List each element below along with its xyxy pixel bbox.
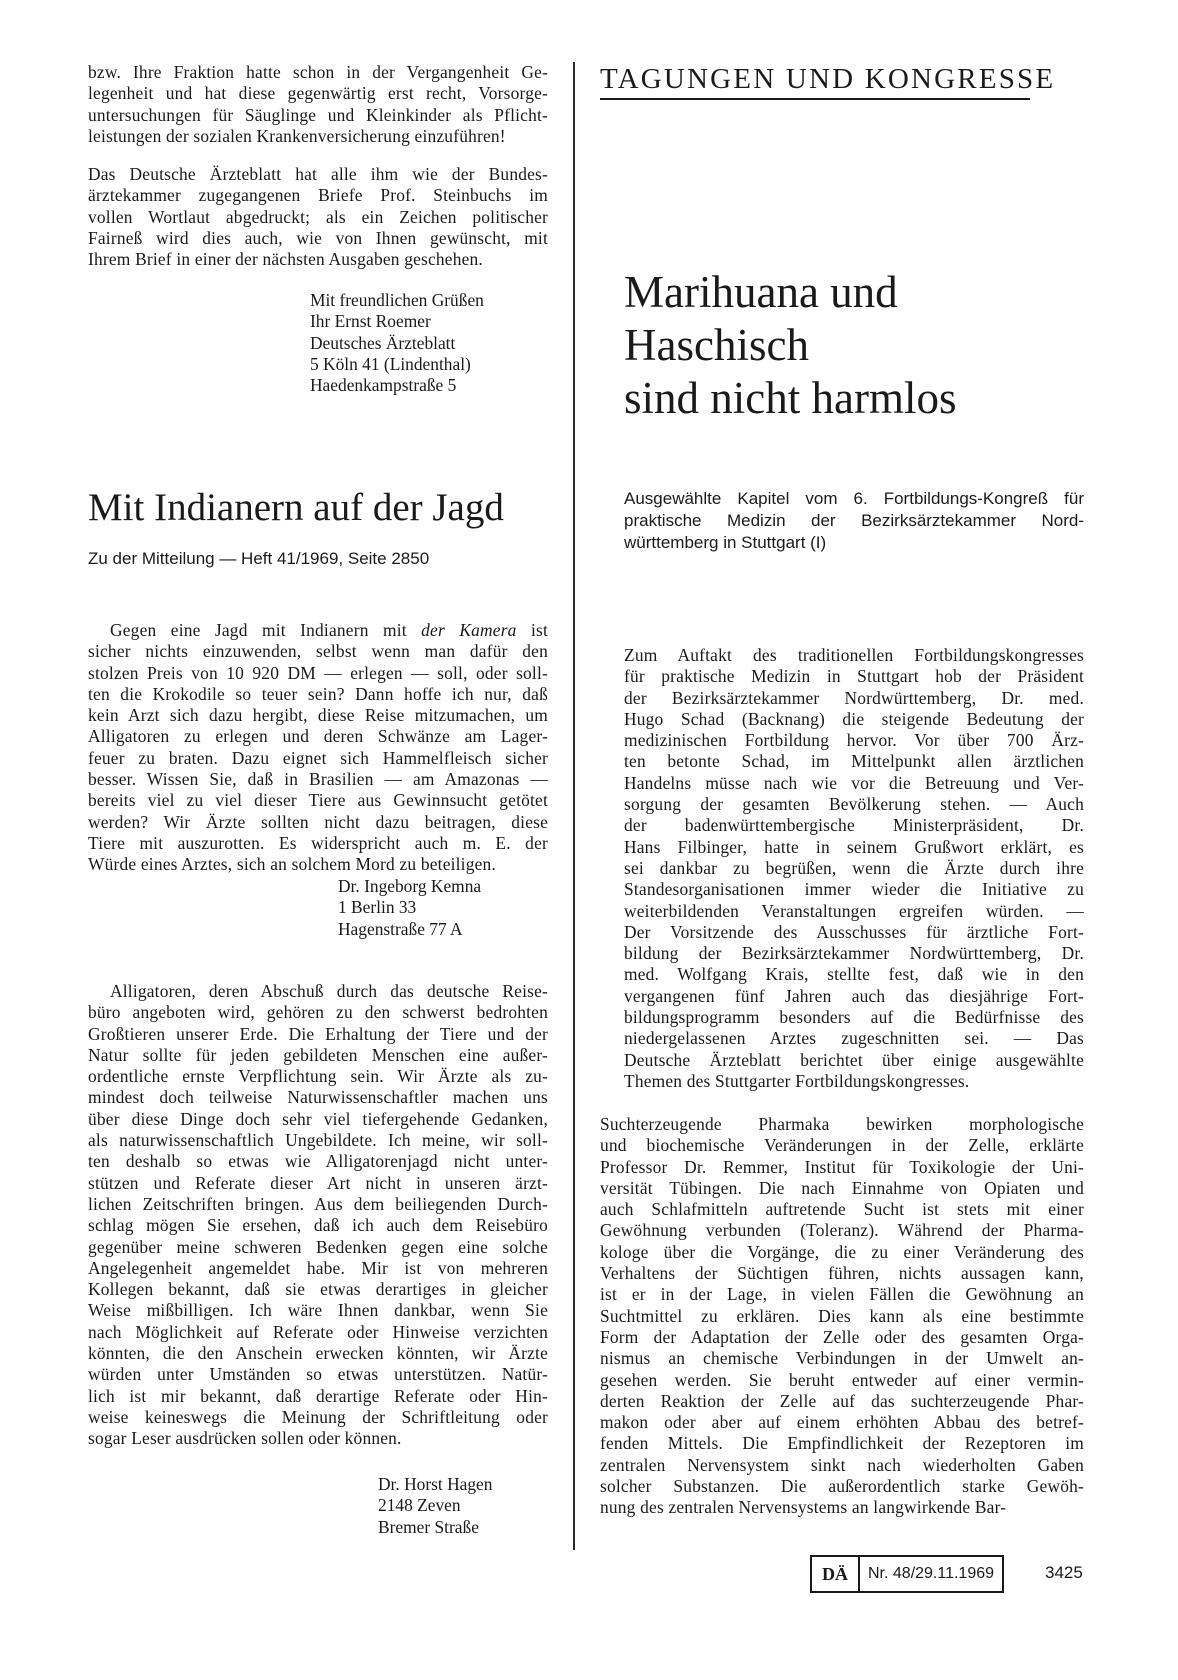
signature-roemer bbox=[310, 290, 484, 396]
text-line: Marihuana und bbox=[624, 267, 898, 317]
text-line: könnten, die den Anschein erwecken könnten, wir Ärzte bbox=[88, 1343, 548, 1364]
text-line: Handelns müsse nach wie vor die Betreuung und Ver- bbox=[624, 772, 1084, 793]
text-line: solcher Substanzen. Die außerordentlich starke Gewöh- bbox=[600, 1476, 1084, 1497]
text-line: für praktische Medizin in Stuttgart hob der Präsident bbox=[624, 666, 1084, 687]
text-line: feuer zu braten. Dazu eignet sich Hammelfleisch sicher bbox=[88, 747, 548, 768]
text-line: 5 Köln 41 (Lindenthal) bbox=[310, 353, 471, 374]
text-line: bereits viel zu viel dieser Tiere aus Gewinnsucht getötet bbox=[88, 790, 548, 811]
text-line: gegenüber meine schweren Bedenken gegen eine solche bbox=[88, 1236, 548, 1257]
text-line: Ausgewählte Kapitel vom 6. Fortbildungs-Kongreß für bbox=[624, 489, 1084, 508]
text-line: der badenwürttembergische Ministerpräsident, Dr. bbox=[624, 815, 1084, 836]
text-line: stützen und Referate dieser Art nicht in unseren ärzt- bbox=[88, 1172, 548, 1193]
text-line: medizinischen Fortbildung hervor. Vor über 700 Ärz- bbox=[624, 730, 1084, 751]
text-line: leistungen der sozialen Krankenversicherung einzuführen! bbox=[88, 125, 506, 146]
letter-kemna bbox=[88, 620, 548, 876]
text-line: ordentliche ernste Verpflichtung sein. Wir Ärzte als zu- bbox=[88, 1066, 548, 1087]
text-line: derten Reaktion der Zelle auf das suchterzeugende Phar- bbox=[600, 1390, 1084, 1411]
article-subtitle: Zu der Mitteilung — Heft 41/1969, Seite 2850 bbox=[88, 549, 430, 568]
text-line: ärztekammer zugegangenen Briefe Prof. Steinbuchs im bbox=[88, 185, 548, 206]
article-body bbox=[600, 1114, 1084, 1519]
text-line: Weise mißbilligen. Ich wäre Ihnen dankbar, wenn Sie bbox=[88, 1300, 548, 1321]
text-line: Tiere mit auszurotten. Es widerspricht auch m. E. der bbox=[88, 832, 548, 853]
journal-abbreviation: DÄ bbox=[812, 1557, 860, 1591]
text-line: und biochemische Veränderungen in der Zelle, erklärte bbox=[600, 1135, 1084, 1156]
text-line: Alligatoren zu erlegen und deren Schwänze am Lager- bbox=[88, 726, 548, 747]
text-line: sind nicht harmlos bbox=[624, 373, 957, 423]
text-line: vergangenen fünf Jahren auch das diesjährige Fort- bbox=[624, 985, 1084, 1006]
text-line: büro angeboten wird, gehören zu den schwerst bedrohten bbox=[88, 1002, 548, 1023]
text-line: sogar Leser ausdrücken sollen oder können. bbox=[88, 1428, 402, 1449]
text-line: Hagenstraße 77 A bbox=[338, 918, 463, 939]
main-headline bbox=[624, 266, 1044, 425]
text-line: Würde eines Arztes, sich an solchem Mord zu beteiligen. bbox=[88, 854, 496, 875]
text-line: württemberg in Stuttgart (I) bbox=[624, 533, 827, 552]
text-line: auch Schlafmitteln auftretende Sucht ist stets mit einer bbox=[600, 1199, 1084, 1220]
text-line: Hugo Schad (Backnang) die steigende Bedeutung der bbox=[624, 708, 1084, 729]
text-line: ten betonte Schad, im Mittelpunkt allen ärztlichen bbox=[624, 751, 1084, 772]
text-line: ten deshalb so etwas wie Alligatorenjagd nicht unter- bbox=[88, 1151, 548, 1172]
text-line: Ihrem Brief in einer der nächsten Ausgaben geschehen. bbox=[88, 249, 483, 270]
text-line: weise keineswegs die Meinung der Schriftleitung oder bbox=[88, 1406, 548, 1427]
text-line: Großtieren unserer Erde. Die Erhaltung der Tiere und der bbox=[88, 1023, 548, 1044]
text-line: würden unter Umständen so etwas unterstützen. Natür- bbox=[88, 1364, 548, 1385]
letter-hagen bbox=[88, 981, 548, 1450]
text-line: stolzen Preis von 10 920 DM — erlegen — soll, oder soll- bbox=[88, 662, 548, 683]
text-line: Ihr Ernst Roemer bbox=[310, 311, 431, 332]
text-line: Natur sollte für jeden gebildeten Menschen eine außer- bbox=[88, 1044, 548, 1065]
text-line: fenden Mittels. Die Empfindlichkeit der Rezeptoren im bbox=[600, 1433, 1084, 1454]
article-title: Mit Indianern auf der Jagd bbox=[88, 486, 504, 529]
text-line: kein Arzt sich dazu hergibt, diese Reise mitzumachen, um bbox=[88, 705, 548, 726]
page-number: 3425 bbox=[1045, 1563, 1083, 1582]
text-line: ten die Krokodile so teuer sein? Dann hoffe ich nur, daß bbox=[88, 683, 548, 704]
text-line: gesehen werden. Sie beruht entweder auf einer vermin- bbox=[600, 1369, 1084, 1390]
text-line: Dr. Ingeborg Kemna bbox=[338, 876, 482, 896]
text-line: als naturwissenschaftlich Ungebildete. Ich meine, wir soll- bbox=[88, 1130, 548, 1151]
text-line: Standesorganisationen immer wieder die Initiative zu bbox=[624, 879, 1084, 900]
text-line: kologe über die Vorgänge, die zu einer Veränderung des bbox=[600, 1241, 1084, 1262]
text-line: Kollegen bekannt, daß sie etwas derartiges in gleicher bbox=[88, 1279, 548, 1300]
congress-intro bbox=[624, 645, 1084, 1092]
text-line: Form der Adaptation der Zelle oder des gesamten Orga- bbox=[600, 1326, 1084, 1347]
text-line: nach Möglichkeit auf Referate oder Hinweise verzichten bbox=[88, 1321, 548, 1342]
editor-reply-paragraph bbox=[88, 164, 548, 270]
section-heading: TAGUNGEN UND KONGRESSE bbox=[600, 62, 1030, 100]
text-line: praktische Medizin der Bezirksärztekammer Nord- bbox=[624, 511, 1084, 530]
text-line: Alligatoren, deren Abschuß durch das deutsche Reise- bbox=[110, 981, 548, 1001]
text-line: med. Wolfgang Krais, stellte fest, daß wie in den bbox=[624, 964, 1084, 985]
text-line: sei dankbar zu begrüßen, wenn die Ärzte durch ihre bbox=[624, 857, 1084, 878]
text-line: mindest doch teilweise Naturwissenschaftler machen uns bbox=[88, 1087, 548, 1108]
issue-box bbox=[810, 1555, 1004, 1593]
text-line: werden? Wir Ärzte sollten nicht dazu beitragen, diese bbox=[88, 811, 548, 832]
text-line: bildung der Bezirksärztekammer Nordwürttemberg, Dr. bbox=[624, 943, 1084, 964]
text-line: Haschisch bbox=[624, 320, 809, 370]
text-line: untersuchungen für Säuglinge und Kleinkinder als Pflicht- bbox=[88, 104, 548, 125]
text-line: Deutsches Ärzteblatt bbox=[310, 332, 456, 353]
signature-kemna bbox=[338, 876, 481, 940]
text-line: legenheit und hat diese gegenwärtig erst recht, Vorsorge- bbox=[88, 83, 548, 104]
text-line: niedergelassenen Arztes zugeschnitten sei. — Das bbox=[624, 1028, 1084, 1049]
text-line: nung des zentralen Nervensystems an langwirkende Bar- bbox=[600, 1497, 1007, 1518]
issue-number: Nr. 48/29.11.1969 bbox=[868, 1565, 995, 1582]
text-line: zentralen Nervensystem sinkt nach wiederholten Gaben bbox=[600, 1454, 1084, 1475]
article-lead bbox=[624, 488, 1084, 554]
text-line: Deutsche Ärzteblatt berichtet über einige ausgewählte bbox=[624, 1049, 1084, 1070]
signature-hagen bbox=[378, 1474, 492, 1538]
text-line: weiterbildenden Veranstaltungen ergreifen würden. — bbox=[624, 900, 1084, 921]
text-line: lich ist mir bekannt, daß derartige Referate oder Hin- bbox=[88, 1385, 548, 1406]
text-line: sorgung der gesamten Bevölkerung stehen. — Auch bbox=[624, 794, 1084, 815]
text-line: Fairneß wird dies auch, wie von Ihnen gewünscht, mit bbox=[88, 227, 548, 248]
text-line: Das Deutsche Ärzteblatt hat alle ihm wie der Bundes- bbox=[88, 164, 548, 184]
letter-kemna-first-line: Gegen eine Jagd mit Indianern mit der Kamera ist bbox=[110, 620, 548, 640]
text-line: Gewöhnung verbunden (Toleranz). Während der Pharma- bbox=[600, 1220, 1084, 1241]
text-line: bzw. Ihre Fraktion hatte schon in der Vergangenheit Ge- bbox=[88, 62, 548, 82]
text-line: vollen Wortlaut abgedruckt; als ein Zeichen politischer bbox=[88, 206, 548, 227]
text-line: nismus an chemische Verbindungen in der Umwelt an- bbox=[600, 1348, 1084, 1369]
text-line: Haedenkampstraße 5 bbox=[310, 375, 457, 396]
text-line: 2148 Zeven bbox=[378, 1495, 461, 1516]
text-line: über diese Dinge doch sehr viel tiefergehende Gedanken, bbox=[88, 1108, 548, 1129]
text-line: Professor Dr. Remmer, Institut für Toxikologie der Uni- bbox=[600, 1156, 1084, 1177]
text-line: ist er in der Lage, in vielen Fällen die Gewöhnung an bbox=[600, 1284, 1084, 1305]
text-line: Mit freundlichen Grüßen bbox=[310, 290, 484, 310]
text-line: Der Vorsitzende des Ausschusses für ärztliche Fort- bbox=[624, 921, 1084, 942]
text-line: Hans Filbinger, hatte in seinem Grußwort erklärt, es bbox=[624, 836, 1084, 857]
text-line: der Bezirksärztekammer Nordwürttemberg, Dr. med. bbox=[624, 687, 1084, 708]
text-line: sicher nichts einzuwenden, selbst wenn man dafür den bbox=[88, 641, 548, 662]
text-line: Angelegenheit angemeldet habe. Mir ist von mehreren bbox=[88, 1257, 548, 1278]
text-line: besser. Wissen Sie, daß in Brasilien — am Amazonas — bbox=[88, 769, 548, 790]
text-line: Suchtmittel zu erklären. Dies kann als eine bestimmte bbox=[600, 1305, 1084, 1326]
text-line: Zum Auftakt des traditionellen Fortbildungskongresses bbox=[624, 645, 1084, 665]
text-line: Dr. Horst Hagen bbox=[378, 1474, 493, 1494]
letter-closing-paragraph bbox=[88, 62, 548, 147]
text-line: lichen Zeitschriften bringen. Aus dem beiliegenden Durch- bbox=[88, 1193, 548, 1214]
text-line: Suchterzeugende Pharmaka bewirken morphologische bbox=[600, 1114, 1084, 1134]
text-line: Bremer Straße bbox=[378, 1516, 479, 1537]
text-line: Verhaltens der Süchtigen führen, nichts aussagen kann, bbox=[600, 1263, 1084, 1284]
text-line: 1 Berlin 33 bbox=[338, 897, 417, 918]
text-line: makon oder aber auf einem erhöhten Abbau des betref- bbox=[600, 1412, 1084, 1433]
text-line: Themen des Stuttgarter Fortbildungskongresses. bbox=[624, 1070, 970, 1091]
text-line: bildungsprogramm besonders auf die Bedürfnisse des bbox=[624, 1007, 1084, 1028]
text-line: schlag mögen Sie ersehen, daß ich auch dem Reisebüro bbox=[88, 1215, 548, 1236]
column-divider bbox=[573, 62, 575, 1550]
text-line: versität Tübingen. Die nach Einnahme von Opiaten und bbox=[600, 1177, 1084, 1198]
